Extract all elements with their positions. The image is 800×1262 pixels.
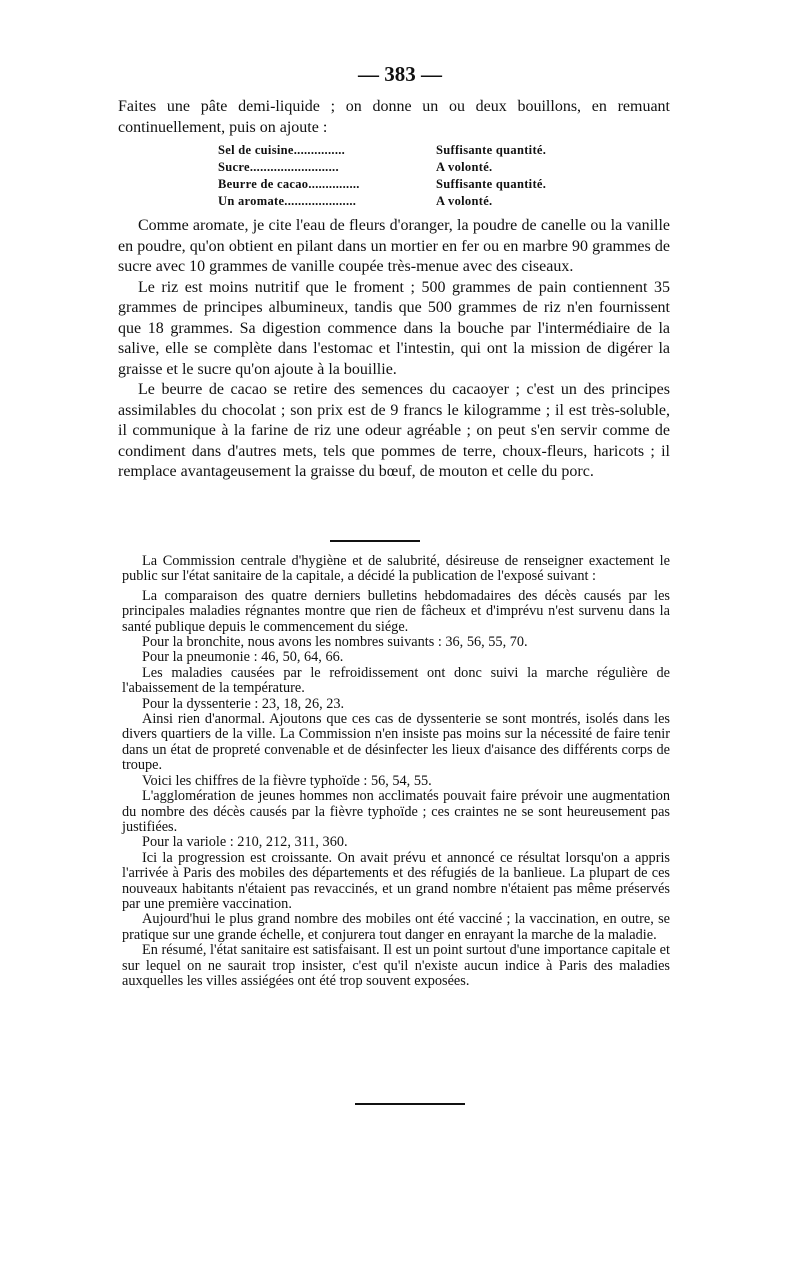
ingredient-quantity: Suffisante quantité. [436,143,547,157]
paragraph: Ici la progression est croissante. On avait prévu et annoncé ce résultat lorsqu'on a appris l'arrivée à Paris des mobiles des départements et des réfugiés de la banlieue. La plupart de ces nouveaux habitants n'étaient pas revaccinés, et un grand nombre n'étaient pas même préservés par une première vaccination. [122,849,670,912]
ingredient-row [218,176,546,193]
paragraph: La Commission centrale d'hygiène et de salubrité, désireuse de renseigner exactement le public sur l'état sanitaire de la capitale, a décidé la publication de l'exposé suivant : [122,553,670,585]
paragraph: Voici les chiffres de la fièvre typhoïde : 56, 54, 55. [142,772,432,789]
paragraph: Les maladies causées par le refroidissement ont donc suivi la marche régulière de l'abaissement de la température. [122,664,670,697]
paragraph: Ainsi rien d'anormal. Ajoutons que ces cas de dyssenterie se sont montrés, isolés dans les divers quartiers de la ville. La Commission n'en insiste pas moins sur la nécessité de faire tenir dans un état de propreté convenable et de désinfecter les lieux d'aisance des différents corps de troupe. [122,711,670,774]
paragraph: Faites une pâte demi-liquide ; on donne un ou deux bouillons, en remuant continuellement, puis on ajoute : [118,98,670,136]
ingredient-row [218,142,546,159]
paragraph: Aujourd'hui le plus grand nombre des mobiles ont été vacciné ; la vaccination, en outre, se pratique sur une grande échelle, et conjurera tout danger en enrayant la marche de la maladie. [122,911,670,943]
health-report-section [122,554,670,989]
ingredient-name: Sel de cuisine............... [218,143,346,157]
paragraph: En résumé, l'état sanitaire est satisfaisant. Il est un point surtout d'une importance capitale et sur lequel on ne saurait trop insister, c'est qu'il n'existe aucun indice à Paris des maladies auxquelles les villes assiégées ont été trop souvent exposées. [122,942,670,989]
recipe-section [118,97,670,483]
ingredient-row [218,193,546,210]
paragraph: Le riz est moins nutritif que le froment ; 500 grammes de pain contiennent 35 grammes de principes albumineux, tandis que 500 grammes de riz n'en fournissent que 18 grammes. Sa digestion commence dans la bouche par l'intermédiaire de la salive, elle se complète dans l'estomac et l'intestin, qui ont la mission de digérer la graisse et le sucre qu'on ajoute à la bouillie. [118,278,670,378]
ingredient-row [218,159,546,176]
paragraph: Pour la dyssenterie : 23, 18, 26, 23. [142,695,345,712]
ingredient-quantity: A volonté. [436,194,493,208]
section-divider [330,540,420,542]
paragraph: Comme aromate, je cite l'eau de fleurs d'oranger, la poudre de canelle ou la vanille en poudre, qu'on obtient en pilant dans un mortier en fer ou en marbre 90 grammes de sucre avec 10 grammes de vanille coupée très-menue avec des ciseaux. [118,217,670,275]
paragraph: Pour la pneumonie : 46, 50, 64, 66. [142,649,344,666]
paragraph: L'agglomération de jeunes hommes non acclimatés pouvait faire prévoir une augmentation du nombre des décès causés par la fièvre typhoïde ; ces craintes ne se sont heureusement pas justifiées. [122,788,670,835]
ingredient-name: Un aromate..................... [218,194,357,208]
ingredient-name: Sucre.......................... [218,160,339,174]
page-number: — 383 — [358,62,442,86]
paragraph: Le beurre de cacao se retire des semences du cacaoyer ; c'est un des principes assimilables du chocolat ; son prix est de 9 francs le kilogramme ; il est très-soluble, il communique à la farine de riz une odeur agréable ; on peut s'en servir comme de condiment dans d'autres mets, tels que pommes de terre, choux-fleurs, haricots ; il remplace avantageusement la graisse du bœuf, de mouton et celle du porc. [118,381,670,480]
paragraph: La comparaison des quatre derniers bulletins hebdomadaires des décès causés par les principales maladies régnantes montre que rien de fâcheux et d'imprévu n'est survenu dans la santé publique depuis le commencement du siége. [122,587,670,635]
ingredient-list [218,142,546,210]
ingredient-name: Beurre de cacao............... [218,177,360,191]
paragraph: Pour la variole : 210, 212, 311, 360. [142,834,348,851]
ingredient-quantity: A volonté. [436,160,493,174]
paragraph: Pour la bronchite, nous avons les nombres suivants : 36, 56, 55, 70. [142,634,528,651]
ingredient-quantity: Suffisante quantité. [436,177,547,191]
end-divider [355,1103,465,1105]
